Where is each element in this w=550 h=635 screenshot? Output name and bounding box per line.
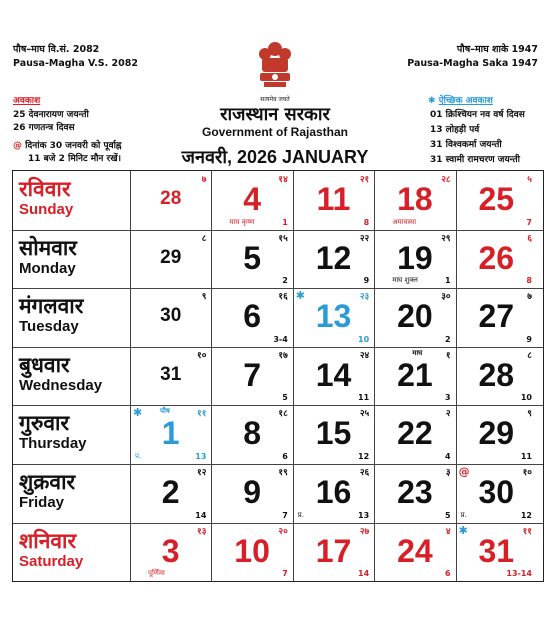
date-number: 17: [315, 532, 352, 569]
cell-bottom-number: 2: [282, 276, 288, 286]
holiday-item: [13, 122, 75, 135]
asterisk-icon: ✱: [458, 523, 468, 537]
cell-bottom-number: 5: [445, 510, 451, 520]
weekday-hi: सोमवार: [19, 235, 77, 260]
cell-bottom-number: 1: [282, 217, 288, 227]
tithi-number: १७: [278, 350, 288, 361]
weekday-en: Wednesday: [19, 376, 103, 394]
cell-bottom-note: माघ कृष्ण: [229, 217, 255, 226]
tithi-number: २४: [359, 350, 370, 361]
date-cell[interactable]: [293, 464, 374, 523]
date-number: 31: [160, 363, 182, 385]
month-title: जनवरी, 2026 JANUARY: [181, 147, 369, 167]
cell-bottom-number: 13: [358, 510, 370, 520]
weekday-label: [19, 177, 134, 219]
tithi-number: ९: [527, 409, 532, 420]
tithi-number: २८: [441, 175, 451, 185]
date-number: 16: [315, 474, 352, 510]
tithi-number: २७: [359, 526, 370, 537]
date-number: 1: [161, 415, 180, 452]
tithi-number: ७: [201, 175, 207, 185]
weekday-en: Sunday: [19, 201, 74, 218]
date-number: 12: [315, 239, 352, 276]
date-cell[interactable]: [293, 288, 374, 347]
date-number: 31: [478, 532, 515, 569]
tithi-number: ११: [522, 526, 532, 537]
tithi-number: १: [445, 350, 451, 361]
date-number: 2: [161, 474, 180, 510]
motto: सत्यमेव जयते: [260, 96, 290, 103]
weekday-label: [19, 353, 134, 395]
date-number: 26: [478, 239, 515, 276]
optional-item: [430, 139, 502, 152]
tithi-number: १०: [197, 350, 207, 361]
tithi-number: २: [445, 409, 451, 420]
weekday-en: Monday: [19, 259, 76, 277]
cell-bottom-number: 14: [358, 569, 370, 579]
date-number: 27: [478, 298, 515, 335]
weekday-label: [19, 411, 134, 453]
optional-item: [430, 124, 479, 137]
date-number: 7: [243, 356, 261, 393]
date-cell[interactable]: [211, 523, 292, 582]
date-number: 9: [243, 474, 261, 510]
weekday-hi: शुक्रवार: [19, 470, 76, 494]
date-number: 4: [243, 181, 261, 217]
tithi-number: १९: [278, 468, 288, 478]
cell-bottom-number: 8: [526, 276, 532, 286]
date-number: 23: [397, 474, 433, 510]
cell-bottom-number: 11: [358, 393, 370, 403]
weekday-en: Friday: [19, 494, 65, 511]
note-text: दिनांक 30 जनवरी को पूर्वाह्न: [25, 141, 122, 151]
cell-bottom-number: 14: [195, 510, 207, 520]
cell-bottom-note: प्र.: [297, 510, 305, 519]
date-number: 20: [397, 298, 433, 335]
optional-name: क्रिश्चियन नव वर्ष दिवस: [445, 110, 525, 120]
optional-item: [430, 109, 525, 122]
date-number: 8: [243, 415, 261, 452]
header-left-hi: पौष–माघ वि.सं. 2082: [13, 44, 100, 55]
cell-bottom-number: 5: [282, 393, 288, 403]
date-cell[interactable]: [374, 288, 455, 347]
date-cell[interactable]: [374, 464, 455, 523]
cell-bottom-number: 3-4: [273, 334, 288, 344]
optional-day: 31: [430, 140, 443, 150]
optional-day: 31: [430, 155, 443, 165]
optional-day: 01: [430, 110, 443, 120]
header-left-en: Pausa-Magha V.S. 2082: [13, 58, 138, 69]
holiday-item: [13, 109, 89, 122]
weekday-hi: गुरुवार: [19, 411, 70, 436]
tithi-number: ९: [201, 292, 207, 303]
cell-bottom-number: 6: [282, 451, 288, 461]
holiday-name: गणतन्त्र दिवस: [28, 123, 75, 133]
weekday-en: Thursday: [19, 435, 87, 453]
tithi-number: ८: [527, 350, 532, 361]
tithi-number: १२: [197, 468, 207, 478]
weekday-en: Tuesday: [19, 318, 79, 336]
date-number: 30: [160, 305, 182, 327]
date-number: 30: [478, 474, 515, 510]
cell-top-note: पौष: [160, 407, 170, 416]
date-cell[interactable]: [211, 347, 292, 406]
weekday-en: Saturday: [19, 552, 84, 570]
optional-name: लोहड़ी पर्व: [445, 125, 480, 135]
optional-name: विश्वकर्मा जयन्ती: [445, 140, 502, 150]
header-right-hi: पौष–माघ शाके 1947: [456, 44, 538, 55]
date-cell[interactable]: [293, 405, 374, 464]
cell-top-note: माघ: [412, 348, 423, 357]
at-icon: @: [458, 465, 470, 478]
cell-bottom-number: 6: [445, 569, 451, 579]
weekday-label: [19, 529, 134, 571]
optional-day: 13: [430, 125, 443, 135]
date-number: 6: [243, 298, 261, 335]
date-cell[interactable]: [456, 464, 537, 523]
cell-bottom-number: 13: [195, 451, 207, 461]
tithi-number: २१: [359, 175, 370, 185]
optional-item: [430, 154, 520, 167]
cell-bottom-note: माघ शुक्ल: [392, 276, 418, 285]
cell-bottom-number: 7: [526, 217, 532, 227]
date-number: 24: [397, 532, 433, 569]
date-number: 13: [315, 298, 352, 335]
holiday-name: देवनारायण जयन्ती: [28, 110, 89, 120]
tithi-number: २९: [441, 233, 451, 244]
date-cell[interactable]: [211, 405, 292, 464]
date-number: 18: [397, 181, 433, 217]
weekday-hi: रविवार: [19, 177, 71, 201]
date-number: 11: [316, 181, 351, 217]
date-cell[interactable]: [130, 523, 211, 582]
date-cell[interactable]: [293, 347, 374, 406]
tithi-number: १४: [278, 175, 288, 185]
date-cell[interactable]: [211, 171, 292, 230]
date-number: 22: [397, 415, 433, 452]
cell-bottom-number: 3: [445, 393, 451, 403]
tithi-number: २६: [359, 468, 370, 478]
weekday-label: [19, 294, 134, 336]
asterisk-icon: ✱: [295, 289, 306, 303]
date-cell[interactable]: [456, 405, 537, 464]
cell-bottom-number: 12: [520, 510, 532, 520]
tithi-number: २०: [278, 526, 288, 537]
note-line: [13, 140, 122, 153]
cell-bottom-number: 13-14: [506, 569, 532, 579]
date-number: 28: [478, 356, 515, 393]
weekday-label: [19, 470, 134, 512]
holidays-heading: अवकाश: [13, 96, 41, 106]
date-cell[interactable]: [130, 288, 211, 347]
holiday-day: 25: [13, 110, 26, 120]
at-icon: @: [13, 141, 22, 151]
date-cell[interactable]: [293, 523, 374, 582]
date-number: 28: [160, 188, 182, 209]
tithi-number: २५: [359, 409, 370, 420]
date-number: 15: [315, 415, 352, 452]
cell-bottom-number: 10: [358, 334, 370, 344]
asterisk-icon: ✱: [133, 406, 143, 420]
holiday-day: 26: [13, 123, 26, 133]
date-cell[interactable]: [130, 171, 211, 230]
date-number: 3: [161, 532, 180, 569]
weekday-label: [19, 236, 134, 278]
cell-bottom-number: 4: [445, 451, 451, 461]
tithi-number: ११: [197, 409, 207, 420]
date-number: 10: [234, 532, 270, 569]
note-line-2: 11 बजे 2 मिनिट मौन रखें।: [28, 154, 122, 164]
optional-heading: [428, 95, 493, 108]
date-cell[interactable]: [456, 230, 537, 289]
tithi-number: १३: [197, 526, 207, 537]
weekday-hi: शनिवार: [19, 528, 77, 553]
date-cell[interactable]: [293, 230, 374, 289]
optional-heading-text: ऐच्छिक अवकाश: [438, 96, 493, 106]
cell-bottom-note: अमावस्या: [392, 217, 417, 226]
weekday-hi: बुधवार: [19, 352, 70, 377]
cell-bottom-number: 9: [363, 276, 370, 286]
date-cell[interactable]: [211, 464, 292, 523]
tithi-number: ३: [445, 468, 451, 478]
calendar-grid: [12, 170, 544, 582]
cell-bottom-number: 1: [445, 276, 451, 286]
date-cell[interactable]: [374, 171, 455, 230]
cell-bottom-number: 2: [445, 334, 451, 344]
tithi-number: ७: [527, 292, 532, 303]
cell-bottom-number: 12: [358, 451, 370, 461]
date-cell[interactable]: [456, 171, 537, 230]
tithi-number: १५: [278, 233, 288, 244]
date-number: 25: [478, 181, 515, 217]
date-cell[interactable]: [374, 230, 455, 289]
tithi-number: २२: [359, 233, 370, 244]
date-cell[interactable]: [456, 288, 537, 347]
header-right-en: Pausa-Magha Saka 1947: [407, 58, 538, 69]
date-cell[interactable]: [211, 288, 292, 347]
cell-bottom-note: प्र.: [135, 451, 142, 460]
date-cell[interactable]: [211, 230, 292, 289]
date-cell[interactable]: [130, 230, 211, 289]
tithi-number: ३०: [441, 292, 451, 303]
cell-bottom-note: प्र.: [460, 510, 467, 519]
page-subtitle: Government of Rajasthan: [201, 125, 349, 139]
tithi-number: ६: [527, 233, 532, 244]
date-cell[interactable]: [293, 171, 374, 230]
optional-name: स्वामी रामचरण जयन्ती: [445, 155, 520, 165]
tithi-number: ५: [527, 175, 532, 185]
date-number: 14: [315, 356, 352, 393]
cell-bottom-number: 9: [526, 334, 532, 344]
tithi-number: ४: [445, 526, 451, 537]
cell-bottom-number: 7: [282, 569, 288, 579]
date-number: 29: [478, 415, 515, 452]
tithi-number: ८: [201, 233, 207, 244]
asterisk-icon: ✱: [428, 96, 436, 106]
tithi-number: २३: [359, 292, 370, 303]
cell-bottom-number: 10: [520, 393, 532, 403]
date-number: 5: [243, 239, 261, 276]
date-cell[interactable]: [130, 405, 211, 464]
date-cell[interactable]: [456, 523, 537, 582]
ashoka-emblem-icon: [255, 40, 295, 96]
date-number: 29: [160, 246, 182, 268]
cell-bottom-number: 8: [363, 217, 370, 227]
cell-bottom-number: 11: [520, 451, 532, 461]
date-cell[interactable]: [374, 405, 455, 464]
date-cell[interactable]: [456, 347, 537, 406]
tithi-number: १०: [522, 468, 532, 478]
tithi-number: १८: [278, 409, 288, 420]
date-number: 21: [397, 356, 433, 393]
date-cell[interactable]: [374, 523, 455, 582]
weekday-hi: मंगलवार: [19, 294, 84, 319]
cell-bottom-number: 7: [282, 510, 288, 520]
page-title: राजस्थान सरकार: [220, 104, 330, 125]
date-cell[interactable]: [130, 464, 211, 523]
date-number: 19: [397, 239, 433, 276]
date-cell[interactable]: [130, 347, 211, 406]
date-cell[interactable]: [374, 347, 455, 406]
tithi-number: १६: [278, 292, 288, 303]
cell-bottom-note: पूर्णिमा: [148, 569, 165, 578]
